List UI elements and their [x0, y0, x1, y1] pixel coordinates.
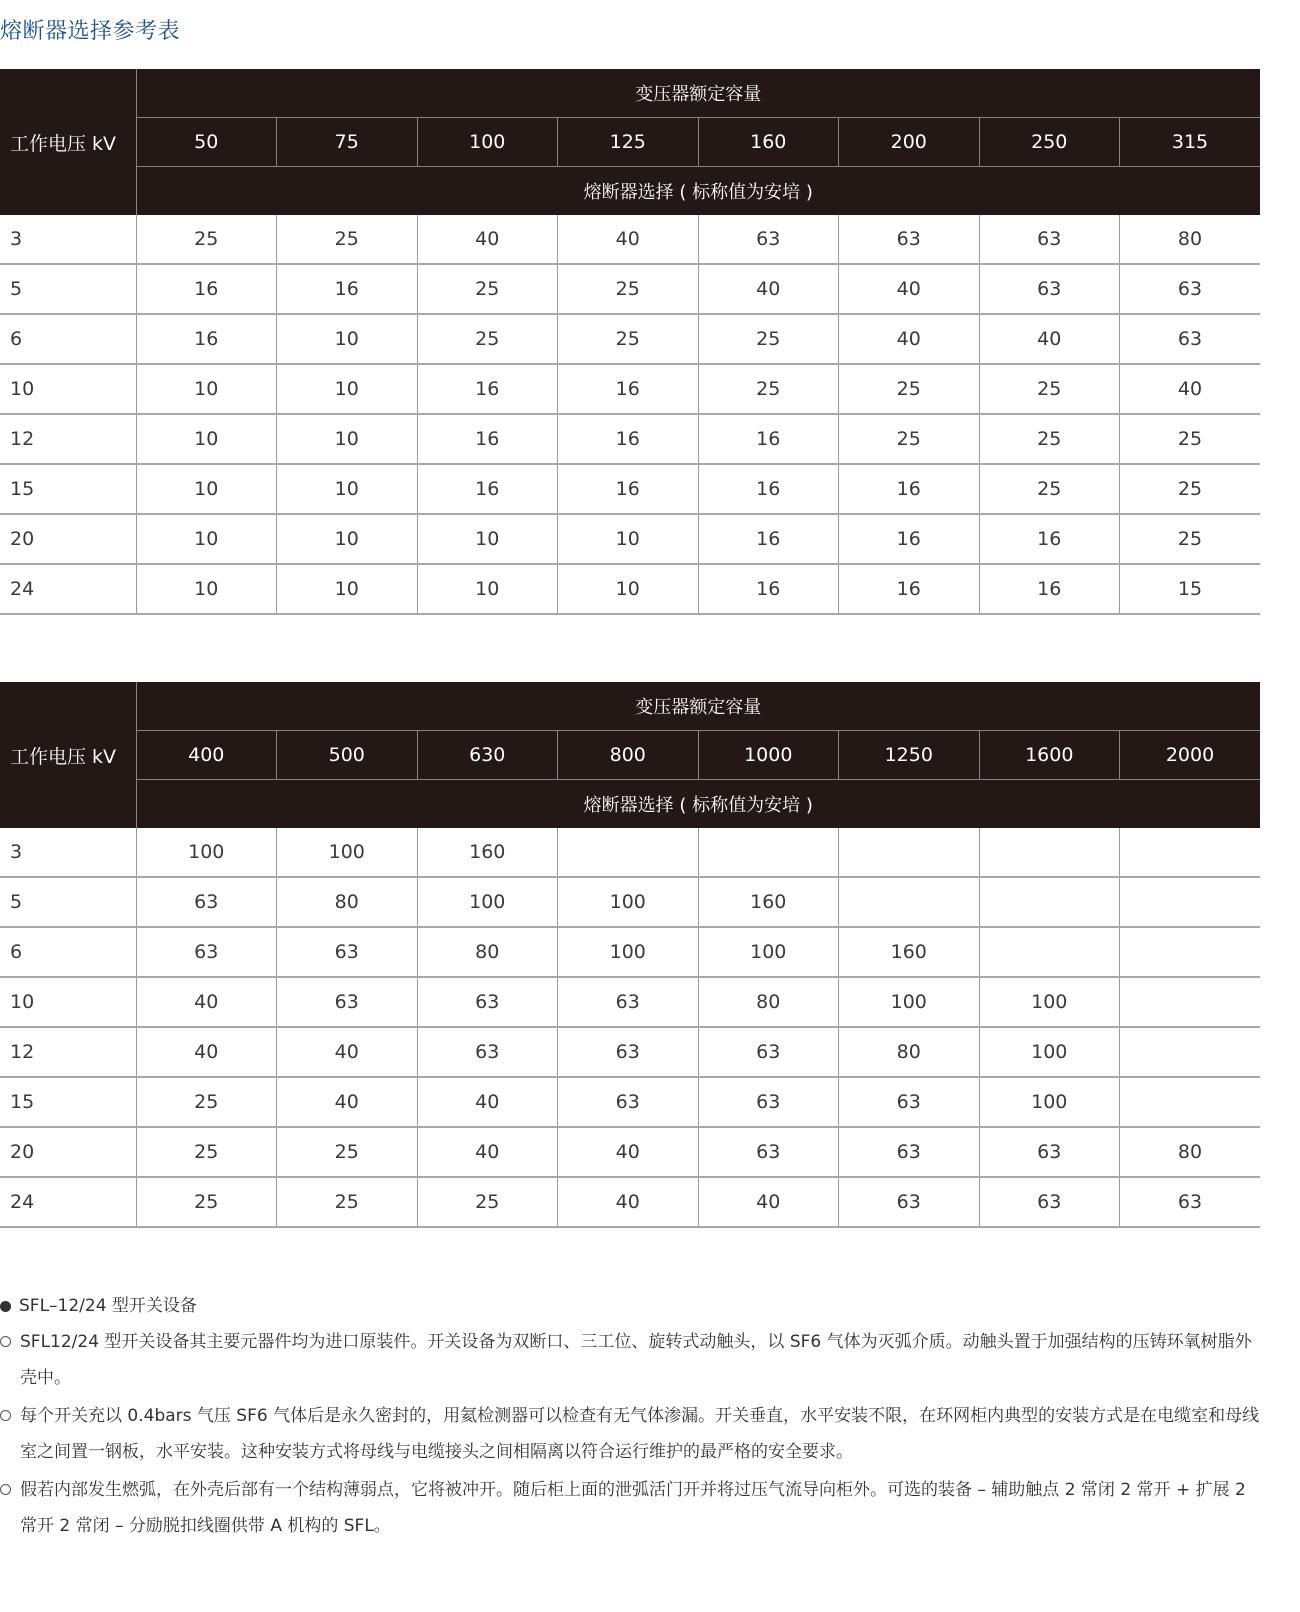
fuse-rating-cell: 40 — [558, 215, 699, 264]
fuse-rating-cell — [1120, 1027, 1261, 1077]
fuse-rating-cell: 16 — [698, 564, 839, 614]
fuse-rating-cell: 25 — [839, 364, 980, 414]
table-row — [0, 264, 1260, 314]
capacity-value: 125 — [558, 118, 699, 167]
note-item — [0, 1398, 1265, 1470]
fuse-rating-cell: 10 — [277, 314, 418, 364]
note-text: 每个开关充以 0.4bars 气压 SF6 气体后是永久密封的，用氦检测器可以检查有无气体渗漏。开关垂直，水平安装不限，在环网柜内典型的安装方式是在电缆室和母线室之间置一钢板，水平安装。这种安装方式将母线与电缆接头之间相隔离以符合运行维护的最严格的安全要求。 — [20, 1406, 1260, 1462]
selection-header: 熔断器选择 ( 标称值为安培 ) — [136, 780, 1260, 829]
voltage-cell: 3 — [0, 828, 136, 877]
table-row — [0, 977, 1260, 1027]
fuse-rating-cell: 16 — [558, 414, 699, 464]
fuse-rating-cell: 16 — [417, 464, 558, 514]
fuse-rating-cell: 40 — [277, 1027, 418, 1077]
fuse-rating-cell: 40 — [1120, 364, 1261, 414]
voltage-header: 工作电压 kV — [0, 69, 136, 215]
fuse-rating-cell: 80 — [277, 877, 418, 927]
bullet-circle-icon — [0, 1410, 11, 1421]
fuse-rating-cell: 40 — [136, 977, 277, 1027]
fuse-rating-cell: 160 — [839, 927, 980, 977]
fuse-rating-cell: 25 — [979, 414, 1120, 464]
fuse-rating-cell: 63 — [558, 1027, 699, 1077]
table-row — [0, 364, 1260, 414]
fuse-rating-cell: 63 — [277, 927, 418, 977]
voltage-cell: 6 — [0, 927, 136, 977]
fuse-rating-cell: 63 — [417, 977, 558, 1027]
fuse-rating-cell: 25 — [558, 264, 699, 314]
fuse-rating-cell: 10 — [558, 564, 699, 614]
fuse-rating-cell: 16 — [417, 364, 558, 414]
fuse-rating-cell — [698, 828, 839, 877]
fuse-rating-cell: 25 — [417, 264, 558, 314]
voltage-cell: 5 — [0, 877, 136, 927]
fuse-rating-cell — [1120, 828, 1261, 877]
fuse-rating-cell: 63 — [698, 215, 839, 264]
voltage-cell: 20 — [0, 514, 136, 564]
fuse-rating-cell: 80 — [1120, 1127, 1261, 1177]
fuse-rating-cell: 80 — [698, 977, 839, 1027]
table-row — [0, 1077, 1260, 1127]
fuse-rating-cell: 63 — [698, 1127, 839, 1177]
capacity-header: 变压器额定容量 — [136, 682, 1260, 731]
fuse-rating-cell — [1120, 927, 1261, 977]
fuse-rating-cell: 25 — [979, 364, 1120, 414]
fuse-rating-cell — [979, 927, 1120, 977]
selection-header: 熔断器选择 ( 标称值为安培 ) — [136, 167, 1260, 216]
fuse-rating-cell: 16 — [979, 514, 1120, 564]
fuse-rating-cell — [1120, 1077, 1261, 1127]
fuse-rating-cell: 25 — [698, 314, 839, 364]
voltage-cell: 12 — [0, 414, 136, 464]
fuse-rating-cell — [558, 828, 699, 877]
capacity-value: 400 — [136, 731, 277, 780]
voltage-cell: 10 — [0, 977, 136, 1027]
table-row — [0, 314, 1260, 364]
fuse-rating-cell: 80 — [839, 1027, 980, 1077]
fuse-rating-cell: 63 — [1120, 264, 1261, 314]
fuse-rating-cell: 25 — [277, 215, 418, 264]
fuse-rating-cell: 25 — [136, 1177, 277, 1227]
voltage-cell: 6 — [0, 314, 136, 364]
table-row — [0, 464, 1260, 514]
table-row — [0, 215, 1260, 264]
fuse-rating-cell: 10 — [558, 514, 699, 564]
fuse-rating-cell: 10 — [277, 564, 418, 614]
fuse-rating-cell: 16 — [839, 564, 980, 614]
fuse-rating-cell: 80 — [417, 927, 558, 977]
table-row — [0, 514, 1260, 564]
fuse-rating-cell: 10 — [417, 514, 558, 564]
voltage-cell: 24 — [0, 1177, 136, 1227]
table-row — [0, 414, 1260, 464]
fuse-rating-cell: 25 — [277, 1177, 418, 1227]
fuse-rating-cell: 16 — [698, 514, 839, 564]
fuse-rating-cell: 25 — [136, 215, 277, 264]
fuse-rating-cell — [1120, 977, 1261, 1027]
fuse-rating-cell: 16 — [136, 314, 277, 364]
table-row — [0, 877, 1260, 927]
table-row — [0, 1127, 1260, 1177]
notes-heading-text: SFL–12/24 型开关设备 — [19, 1296, 197, 1316]
table-row — [0, 927, 1260, 977]
fuse-rating-cell — [979, 877, 1120, 927]
voltage-cell: 15 — [0, 1077, 136, 1127]
voltage-cell: 10 — [0, 364, 136, 414]
fuse-rating-cell: 63 — [698, 1077, 839, 1127]
fuse-rating-cell: 16 — [979, 564, 1120, 614]
fuse-rating-cell: 40 — [698, 264, 839, 314]
fuse-rating-cell: 25 — [1120, 414, 1261, 464]
fuse-rating-cell: 160 — [698, 877, 839, 927]
fuse-rating-cell: 40 — [417, 215, 558, 264]
fuse-rating-cell: 40 — [979, 314, 1120, 364]
fuse-rating-cell: 63 — [136, 877, 277, 927]
fuse-rating-cell: 25 — [277, 1127, 418, 1177]
fuse-rating-cell: 63 — [839, 1077, 980, 1127]
voltage-cell: 20 — [0, 1127, 136, 1177]
fuse-rating-cell: 16 — [558, 464, 699, 514]
capacity-value: 50 — [136, 118, 277, 167]
fuse-rating-cell: 100 — [979, 1027, 1120, 1077]
fuse-rating-cell: 10 — [277, 414, 418, 464]
capacity-value: 75 — [277, 118, 418, 167]
notes-section — [0, 1290, 1265, 1544]
fuse-rating-cell: 25 — [698, 364, 839, 414]
fuse-rating-cell: 10 — [136, 414, 277, 464]
fuse-rating-cell: 100 — [136, 828, 277, 877]
fuse-rating-cell: 40 — [277, 1077, 418, 1127]
fuse-rating-cell: 10 — [417, 564, 558, 614]
bullet-circle-icon — [0, 1484, 11, 1495]
fuse-rating-cell: 40 — [558, 1177, 699, 1227]
fuse-rating-cell: 63 — [839, 215, 980, 264]
fuse-rating-cell: 40 — [839, 314, 980, 364]
note-item — [0, 1472, 1265, 1544]
fuse-rating-cell: 100 — [698, 927, 839, 977]
fuse-rating-cell: 63 — [979, 215, 1120, 264]
fuse-rating-cell — [979, 828, 1120, 877]
voltage-cell: 3 — [0, 215, 136, 264]
fuse-rating-cell: 63 — [136, 927, 277, 977]
fuse-rating-cell: 63 — [698, 1027, 839, 1077]
capacity-value: 100 — [417, 118, 558, 167]
fuse-rating-cell: 63 — [558, 977, 699, 1027]
fuse-rating-cell: 16 — [839, 464, 980, 514]
table-row — [0, 1027, 1260, 1077]
fuse-rating-cell: 25 — [417, 314, 558, 364]
fuse-rating-cell: 100 — [839, 977, 980, 1027]
capacity-value: 160 — [698, 118, 839, 167]
fuse-rating-cell: 10 — [277, 464, 418, 514]
capacity-value: 2000 — [1120, 731, 1261, 780]
fuse-rating-cell: 25 — [136, 1077, 277, 1127]
fuse-rating-cell: 100 — [558, 927, 699, 977]
fuse-rating-cell: 25 — [839, 414, 980, 464]
fuse-rating-cell: 16 — [558, 364, 699, 414]
note-text: SFL12/24 型开关设备其主要元器件均为进口原装件。开关设备为双断口、三工位、旋转式动触头，以 SF6 气体为灭弧介质。动触头置于加强结构的压铸环氧树脂外壳中。 — [20, 1332, 1252, 1388]
capacity-value: 200 — [839, 118, 980, 167]
voltage-cell: 5 — [0, 264, 136, 314]
fuse-rating-cell: 16 — [417, 414, 558, 464]
fuse-rating-cell: 25 — [979, 464, 1120, 514]
bullet-circle-icon — [0, 1336, 11, 1347]
capacity-value: 1250 — [839, 731, 980, 780]
fuse-rating-cell: 63 — [979, 1127, 1120, 1177]
capacity-value: 800 — [558, 731, 699, 780]
fuse-rating-cell: 63 — [839, 1127, 980, 1177]
table-row — [0, 828, 1260, 877]
fuse-rating-cell: 10 — [277, 514, 418, 564]
bullet-dot-icon — [0, 1301, 11, 1312]
fuse-rating-cell: 63 — [979, 264, 1120, 314]
fuse-rating-cell: 10 — [136, 464, 277, 514]
fuse-table-1 — [0, 69, 1260, 615]
fuse-rating-cell: 63 — [277, 977, 418, 1027]
fuse-rating-cell: 63 — [558, 1077, 699, 1127]
fuse-rating-cell: 25 — [417, 1177, 558, 1227]
fuse-rating-cell: 40 — [839, 264, 980, 314]
fuse-rating-cell — [839, 828, 980, 877]
fuse-rating-cell: 100 — [979, 977, 1120, 1027]
fuse-rating-cell: 40 — [136, 1027, 277, 1077]
fuse-rating-cell: 100 — [417, 877, 558, 927]
capacity-value: 1600 — [979, 731, 1120, 780]
fuse-rating-cell: 16 — [839, 514, 980, 564]
voltage-cell: 12 — [0, 1027, 136, 1077]
capacity-value: 250 — [979, 118, 1120, 167]
fuse-rating-cell — [1120, 877, 1261, 927]
table-row — [0, 1177, 1260, 1227]
fuse-rating-cell: 10 — [136, 364, 277, 414]
note-item — [0, 1324, 1265, 1396]
fuse-rating-cell: 25 — [1120, 464, 1261, 514]
fuse-rating-cell: 63 — [1120, 1177, 1261, 1227]
fuse-rating-cell: 16 — [277, 264, 418, 314]
capacity-value: 315 — [1120, 118, 1261, 167]
capacity-value: 1000 — [698, 731, 839, 780]
capacity-value: 630 — [417, 731, 558, 780]
fuse-rating-cell: 63 — [979, 1177, 1120, 1227]
fuse-rating-cell: 10 — [136, 514, 277, 564]
capacity-header: 变压器额定容量 — [136, 69, 1260, 118]
fuse-rating-cell: 16 — [698, 464, 839, 514]
fuse-rating-cell: 40 — [698, 1177, 839, 1227]
fuse-rating-cell: 40 — [417, 1127, 558, 1177]
voltage-cell: 15 — [0, 464, 136, 514]
fuse-rating-cell: 100 — [558, 877, 699, 927]
fuse-table-2 — [0, 682, 1260, 1228]
fuse-rating-cell: 100 — [979, 1077, 1120, 1127]
voltage-cell: 24 — [0, 564, 136, 614]
fuse-rating-cell: 16 — [698, 414, 839, 464]
fuse-rating-cell: 100 — [277, 828, 418, 877]
fuse-rating-cell — [839, 877, 980, 927]
fuse-rating-cell: 63 — [1120, 314, 1261, 364]
fuse-rating-cell: 63 — [839, 1177, 980, 1227]
fuse-rating-cell: 10 — [277, 364, 418, 414]
page-title: 熔断器选择参考表 — [0, 19, 181, 44]
fuse-rating-cell: 80 — [1120, 215, 1261, 264]
fuse-rating-cell: 160 — [417, 828, 558, 877]
voltage-header: 工作电压 kV — [0, 682, 136, 828]
fuse-rating-cell: 25 — [136, 1127, 277, 1177]
fuse-rating-cell: 63 — [417, 1027, 558, 1077]
fuse-rating-cell: 40 — [417, 1077, 558, 1127]
notes-heading — [0, 1290, 1265, 1322]
note-text: 假若内部发生燃弧，在外壳后部有一个结构薄弱点，它将被冲开。随后柜上面的泄弧活门开并将过压气流导向柜外。可选的装备 – 辅助触点 2 常闭 2 常开 + 扩展 2 常开 2 常闭 – 分励脱扣线圈供带 A 机构的 SFL。 — [20, 1480, 1246, 1536]
capacity-value: 500 — [277, 731, 418, 780]
fuse-rating-cell: 25 — [1120, 514, 1261, 564]
fuse-rating-cell: 16 — [136, 264, 277, 314]
fuse-rating-cell: 25 — [558, 314, 699, 364]
fuse-rating-cell: 40 — [558, 1127, 699, 1177]
fuse-rating-cell: 10 — [136, 564, 277, 614]
table-row — [0, 564, 1260, 614]
fuse-rating-cell: 15 — [1120, 564, 1261, 614]
